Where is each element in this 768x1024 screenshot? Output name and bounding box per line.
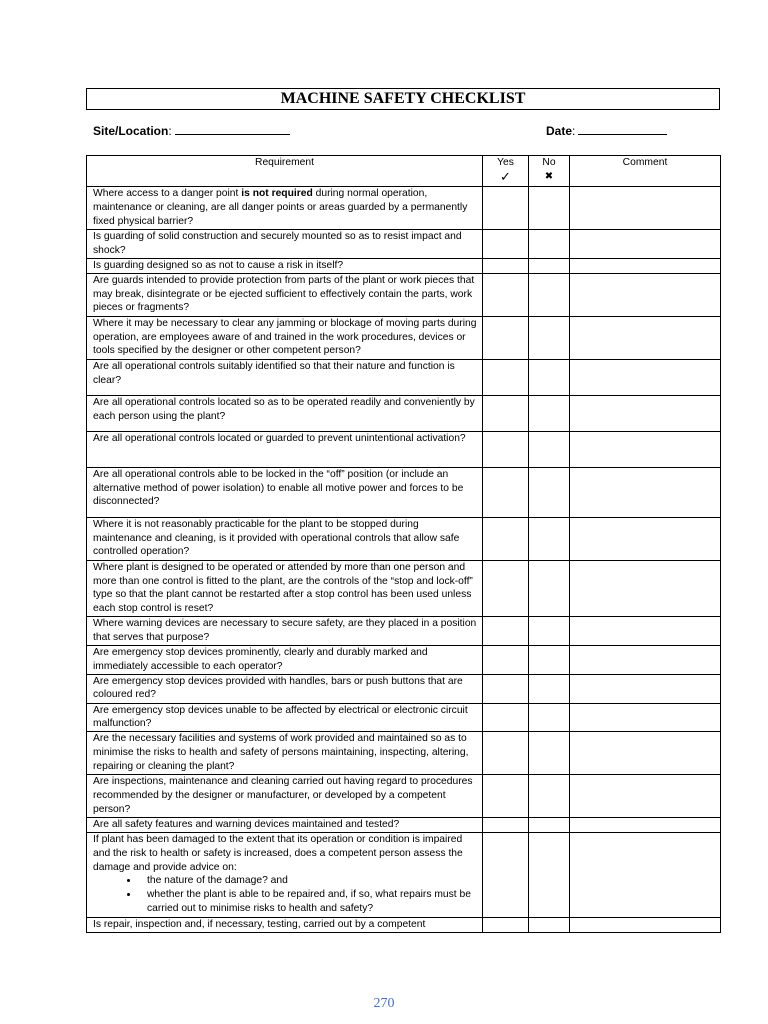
yes-checkbox-cell[interactable] bbox=[483, 431, 529, 467]
yes-header-label: Yes bbox=[497, 157, 514, 168]
table-row bbox=[87, 703, 721, 732]
table-row bbox=[87, 832, 721, 917]
requirement-text: Is guarding designed so as not to cause a risk in itself? bbox=[93, 260, 344, 271]
requirement-bullet: • whether the plant is able to be repaired and, if so, what repairs must be carried out to minimise risks to health and safety? bbox=[139, 888, 477, 916]
comment-cell[interactable] bbox=[570, 616, 721, 645]
yes-header bbox=[483, 156, 529, 187]
no-checkbox-cell[interactable] bbox=[529, 775, 570, 818]
no-checkbox-cell[interactable] bbox=[529, 395, 570, 431]
requirement-cell bbox=[87, 431, 483, 467]
yes-checkbox-cell[interactable] bbox=[483, 467, 529, 517]
checklist-table bbox=[86, 155, 721, 933]
comment-cell[interactable] bbox=[570, 917, 721, 932]
table-row bbox=[87, 560, 721, 616]
no-checkbox-cell[interactable] bbox=[529, 230, 570, 259]
requirement-text: Are inspections, maintenance and cleaning carried out having regard to procedures recommended by the designer or manufacturer, or developed by a competent person? bbox=[93, 776, 473, 815]
yes-checkbox-cell[interactable] bbox=[483, 560, 529, 616]
table-row bbox=[87, 230, 721, 259]
requirement-text bbox=[93, 187, 477, 228]
requirement-cell bbox=[87, 517, 483, 560]
comment-cell[interactable] bbox=[570, 674, 721, 703]
requirement-text: Are guards intended to provide protection from parts of the plant or work pieces that may break, disintegrate or be ejected sufficient to effectively contain the parts, work pieces or fragments? bbox=[93, 274, 475, 314]
yes-checkbox-cell[interactable] bbox=[483, 259, 529, 274]
checkmark-icon: ✓ bbox=[500, 169, 511, 184]
requirement-cell bbox=[87, 674, 483, 703]
requirement-cell bbox=[87, 230, 483, 259]
comment-cell[interactable] bbox=[570, 732, 721, 775]
cross-icon: ✖ bbox=[544, 171, 554, 182]
yes-checkbox-cell[interactable] bbox=[483, 230, 529, 259]
checklist-title: MACHINE SAFETY CHECKLIST bbox=[86, 88, 720, 110]
no-checkbox-cell[interactable] bbox=[529, 703, 570, 732]
requirement-cell bbox=[87, 616, 483, 645]
yes-checkbox-cell[interactable] bbox=[483, 732, 529, 775]
requirement-header bbox=[87, 156, 483, 187]
requirement-text: Are the necessary facilities and systems of work provided and maintained so as to minimise the risks to health and safety of persons maintaining, inspecting, altering, repairing or cleaning the plant? bbox=[93, 733, 469, 772]
site-location-blank[interactable] bbox=[175, 124, 290, 135]
yes-checkbox-cell[interactable] bbox=[483, 273, 529, 316]
page-number: 270 bbox=[373, 996, 395, 1011]
requirement-bullet-list bbox=[93, 874, 477, 915]
requirement-cell bbox=[87, 917, 483, 932]
requirement-cell bbox=[87, 467, 483, 517]
site-location-label: Site/Location bbox=[93, 124, 169, 138]
no-checkbox-cell[interactable] bbox=[529, 359, 570, 395]
requirement-cell bbox=[87, 316, 483, 359]
requirement-cell bbox=[87, 395, 483, 431]
requirement-cell bbox=[87, 818, 483, 833]
comment-header-label: Comment bbox=[622, 157, 668, 168]
requirement-cell bbox=[87, 187, 483, 230]
comment-cell[interactable] bbox=[570, 273, 721, 316]
yes-checkbox-cell[interactable] bbox=[483, 645, 529, 674]
no-checkbox-cell[interactable] bbox=[529, 316, 570, 359]
yes-checkbox-cell[interactable] bbox=[483, 616, 529, 645]
comment-cell[interactable] bbox=[570, 775, 721, 818]
no-checkbox-cell[interactable] bbox=[529, 560, 570, 616]
no-checkbox-cell[interactable] bbox=[529, 517, 570, 560]
requirement-text-part: during normal operation, maintenance or cleaning, are all danger points or areas guarded by a permanently fixed physical barrier? bbox=[93, 188, 468, 227]
comment-cell[interactable] bbox=[570, 467, 721, 517]
requirement-text: Where plant is designed to be operated or attended by more than one person and more than one control is fitted to the plant, are the controls of the “stop and lock-off” type so that the plant cannot be restarted after a stop control has been used unless each stop control is reset? bbox=[93, 561, 473, 615]
yes-checkbox-cell[interactable] bbox=[483, 832, 529, 917]
no-checkbox-cell[interactable] bbox=[529, 431, 570, 467]
requirement-cell bbox=[87, 775, 483, 818]
requirement-text: Are emergency stop devices prominently, clearly and durably marked and immediately accessible to each operator? bbox=[93, 646, 428, 672]
table-row bbox=[87, 732, 721, 775]
comment-cell[interactable] bbox=[570, 187, 721, 230]
no-checkbox-cell[interactable] bbox=[529, 818, 570, 833]
yes-checkbox-cell[interactable] bbox=[483, 316, 529, 359]
comment-cell[interactable] bbox=[570, 230, 721, 259]
table-row bbox=[87, 273, 721, 316]
date-label: Date bbox=[546, 124, 573, 138]
no-checkbox-cell[interactable] bbox=[529, 187, 570, 230]
no-checkbox-cell[interactable] bbox=[529, 273, 570, 316]
yes-checkbox-cell[interactable] bbox=[483, 703, 529, 732]
comment-cell[interactable] bbox=[570, 560, 721, 616]
requirement-header-label: Requirement bbox=[255, 157, 314, 168]
no-checkbox-cell[interactable] bbox=[529, 674, 570, 703]
requirement-cell bbox=[87, 832, 483, 917]
requirement-bullet: • the nature of the damage? and bbox=[139, 874, 477, 888]
requirement-text: Where it may be necessary to clear any jamming or blockage of moving parts during operation, are employees aware of and trained in the work procedures, devices or tools specified by the designer or other competent person? bbox=[93, 317, 477, 357]
comment-cell[interactable] bbox=[570, 832, 721, 917]
comment-cell[interactable] bbox=[570, 316, 721, 359]
requirement-text-part: Where access to a danger point bbox=[93, 188, 242, 199]
requirement-text: Is guarding of solid construction and securely mounted so as to resist impact and shock? bbox=[93, 231, 462, 256]
no-header bbox=[529, 156, 570, 187]
requirement-cell bbox=[87, 732, 483, 775]
comment-cell[interactable] bbox=[570, 259, 721, 274]
yes-checkbox-cell[interactable] bbox=[483, 395, 529, 431]
comment-cell[interactable] bbox=[570, 645, 721, 674]
table-row bbox=[87, 775, 721, 818]
yes-checkbox-cell[interactable] bbox=[483, 917, 529, 932]
table-row bbox=[87, 359, 721, 395]
table-row bbox=[87, 316, 721, 359]
no-checkbox-cell[interactable] bbox=[529, 645, 570, 674]
yes-checkbox-cell[interactable] bbox=[483, 818, 529, 833]
table-row bbox=[87, 645, 721, 674]
table-row bbox=[87, 467, 721, 517]
date-blank[interactable] bbox=[578, 124, 667, 135]
requirement-text: Are all operational controls located so as to be operated readily and conveniently by each person using the plant? bbox=[93, 396, 475, 422]
date-field[interactable]: Date: bbox=[546, 124, 667, 138]
requirement-emphasis: is not required bbox=[241, 188, 313, 199]
table-row bbox=[87, 259, 721, 274]
table-row bbox=[87, 187, 721, 230]
comment-cell[interactable] bbox=[570, 818, 721, 833]
requirement-cell bbox=[87, 703, 483, 732]
yes-checkbox-cell[interactable] bbox=[483, 187, 529, 230]
no-checkbox-cell[interactable] bbox=[529, 616, 570, 645]
yes-checkbox-cell[interactable] bbox=[483, 775, 529, 818]
comment-cell[interactable] bbox=[570, 359, 721, 395]
requirement-text: Are emergency stop devices provided with handles, bars or push buttons that are coloured red? bbox=[93, 675, 463, 701]
table-row bbox=[87, 674, 721, 703]
requirement-text: Are all safety features and warning devices maintained and tested? bbox=[93, 819, 400, 831]
comment-cell[interactable] bbox=[570, 517, 721, 560]
requirement-text: Where it is not reasonably practicable for the plant to be stopped during maintenance and cleaning, is it provided with operational controls that allow safe controlled operation? bbox=[93, 518, 460, 558]
requirement-text: Are all operational controls located or guarded to prevent unintentional activation? bbox=[93, 432, 466, 444]
yes-checkbox-cell[interactable] bbox=[483, 517, 529, 560]
table-row bbox=[87, 517, 721, 560]
requirement-text: Are all operational controls able to be locked in the “off” position (or include an alternative method of power isolation) to enable all motive power and forces to be disconnected? bbox=[93, 468, 464, 508]
no-checkbox-cell[interactable] bbox=[529, 732, 570, 775]
no-checkbox-cell[interactable] bbox=[529, 467, 570, 517]
comment-cell[interactable] bbox=[570, 703, 721, 732]
requirement-cell bbox=[87, 645, 483, 674]
requirement-text: Where warning devices are necessary to secure safety, are they placed in a position that serves that purpose? bbox=[93, 617, 477, 643]
requirement-cell bbox=[87, 259, 483, 274]
no-checkbox-cell[interactable] bbox=[529, 832, 570, 917]
requirement-text: Are emergency stop devices unable to be affected by electrical or electronic circuit malfunction? bbox=[93, 704, 468, 730]
table-row bbox=[87, 395, 721, 431]
comment-cell[interactable] bbox=[570, 431, 721, 467]
table-row bbox=[87, 431, 721, 467]
requirement-cell bbox=[87, 560, 483, 616]
comment-cell[interactable] bbox=[570, 395, 721, 431]
yes-checkbox-cell[interactable] bbox=[483, 359, 529, 395]
requirement-cell bbox=[87, 273, 483, 316]
table-row bbox=[87, 616, 721, 645]
table-row bbox=[87, 917, 721, 932]
comment-header bbox=[570, 156, 721, 187]
requirement-text: If plant has been damaged to the extent that its operation or condition is impaired and the risk to health or safety is increased, does a competent person assess the damage and provide advice on: bbox=[93, 833, 463, 873]
no-checkbox-cell[interactable] bbox=[529, 917, 570, 932]
table-row bbox=[87, 818, 721, 833]
requirement-text: Is repair, inspection and, if necessary, testing, carried out by a competent bbox=[93, 918, 426, 930]
requirement-cell bbox=[87, 359, 483, 395]
yes-checkbox-cell[interactable] bbox=[483, 674, 529, 703]
no-header-label: No bbox=[542, 157, 556, 168]
no-checkbox-cell[interactable] bbox=[529, 259, 570, 274]
requirement-text: Are all operational controls suitably identified so that their nature and function is clear? bbox=[93, 360, 455, 386]
table-header-row bbox=[87, 156, 721, 187]
site-location-field[interactable]: Site/Location: bbox=[93, 124, 290, 138]
